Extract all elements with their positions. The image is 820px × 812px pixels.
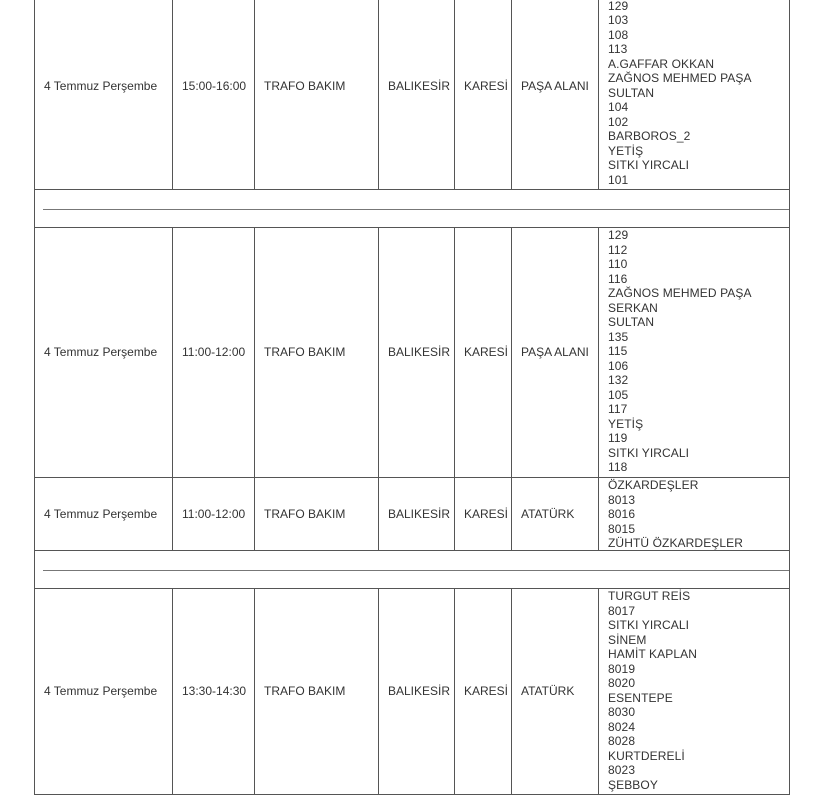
time-cell: 11:00-12:00 [173,228,255,477]
street-item: 8030 [608,705,636,719]
row-separator [34,190,790,228]
street-item: ZAĞNOS MEHMED PAŞA [608,71,752,85]
time-cell: 15:00-16:00 [173,0,255,189]
outage-table [34,0,790,795]
type-cell: TRAFO BAKIM [255,228,379,477]
street-item: 102 [608,114,629,129]
street-list [608,478,743,551]
table-row [34,228,790,478]
city-cell: BALIKESİR [379,228,455,477]
district-cell: KARESİ [455,228,512,477]
street-item: 106 [608,358,629,373]
street-item: 8016 [608,507,636,521]
street-item: 117 [608,402,628,416]
type-cell: TRAFO BAKIM [255,0,379,189]
city-cell: BALIKESİR [379,589,455,794]
neighborhood-cell: PAŞA ALANI [512,0,599,189]
street-item: 104 [608,100,629,114]
street-item: 129 [608,0,629,13]
street-item: BARBOROS_2 [608,129,691,143]
city-cell: BALIKESİR [379,478,455,550]
street-item: KURTDERELİ [608,748,685,763]
district-cell: KARESİ [455,478,512,550]
row-separator [34,551,790,589]
street-item: 8028 [608,734,636,748]
city-cell: BALIKESİR [379,0,455,189]
street-item: 103 [608,13,629,27]
street-item: 118 [608,460,628,474]
street-item: 115 [608,344,628,358]
street-item: 8015 [608,521,636,536]
type-cell: TRAFO BAKIM [255,478,379,550]
street-item: 8023 [608,763,636,777]
street-item: 108 [608,27,629,42]
neighborhood-cell: ATATÜRK [512,478,599,550]
street-item: HAMİT KAPLAN [608,647,698,661]
streets-cell [599,0,789,189]
time-cell: 13:30-14:30 [173,589,255,794]
date-cell: 4 Temmuz Perşembe [35,589,173,794]
street-list [608,589,697,792]
street-item: 8020 [608,676,636,690]
street-item: 8013 [608,492,636,507]
type-cell: TRAFO BAKIM [255,589,379,794]
district-cell: KARESİ [455,0,512,189]
street-item: SİNEM [608,632,647,647]
street-item: TURGUT REİS [608,589,691,603]
street-item: SULTAN [608,315,655,329]
street-list [608,228,752,475]
street-item: 8019 [608,661,636,676]
street-item: 135 [608,329,629,344]
street-item: 116 [608,271,628,286]
neighborhood-cell: PAŞA ALANI [512,228,599,477]
street-item: ZÜHTÜ ÖZKARDEŞLER [608,536,744,550]
street-item: ÖZKARDEŞLER [608,478,699,492]
street-item: ZAĞNOS MEHMED PAŞA [608,286,752,300]
street-item: ŞEBBOY [608,777,658,792]
street-item: SITKI YIRCALI [608,158,690,172]
street-item: 119 [608,431,628,445]
street-item: YETİŞ [608,143,644,158]
table-row [34,589,790,795]
street-item: 101 [608,172,629,187]
street-item: 129 [608,228,629,242]
date-cell: 4 Temmuz Perşembe [35,478,173,550]
street-item: 8017 [608,603,636,618]
street-list [608,0,752,187]
street-item: SITKI YIRCALI [608,445,690,460]
table-row [34,0,790,190]
street-item: A.GAFFAR OKKAN [608,56,715,71]
time-cell: 11:00-12:00 [173,478,255,550]
streets-cell [599,589,789,794]
street-item: SERKAN [608,300,658,315]
street-item: 112 [608,242,628,257]
street-item: 113 [608,42,628,56]
street-item: 105 [608,387,629,402]
neighborhood-cell: ATATÜRK [512,589,599,794]
street-item: 110 [608,257,628,271]
streets-cell [599,478,789,550]
date-cell: 4 Temmuz Perşembe [35,0,173,189]
date-cell: 4 Temmuz Perşembe [35,228,173,477]
street-item: SULTAN [608,85,655,100]
street-item: YETİŞ [608,416,644,431]
streets-cell [599,228,789,477]
street-item: ESENTEPE [608,690,673,705]
district-cell: KARESİ [455,589,512,794]
street-item: 8024 [608,719,636,734]
table-row [34,478,790,551]
street-item: 132 [608,373,629,387]
street-item: SITKI YIRCALI [608,618,690,632]
